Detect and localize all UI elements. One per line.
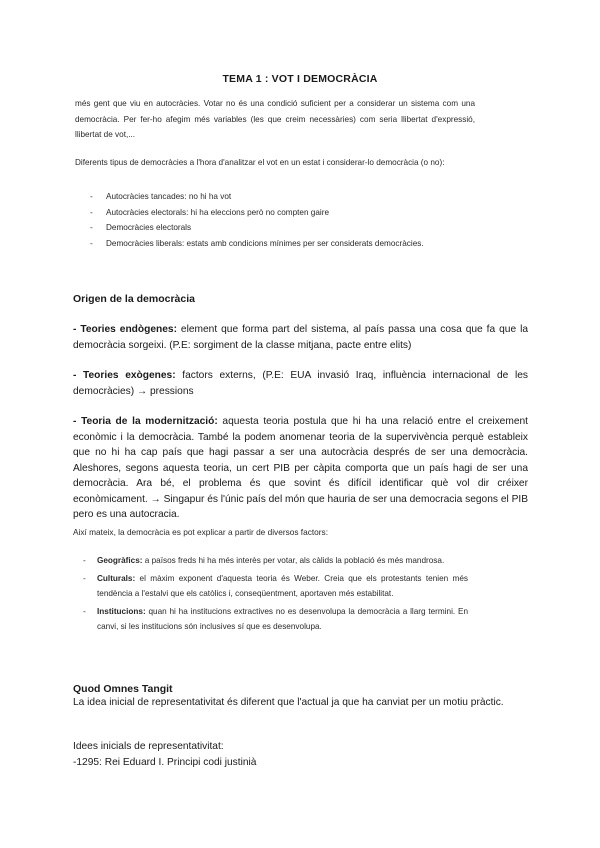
item-text: a països freds hi ha més interès per votar, als càlids la població és més mandrosa. bbox=[142, 556, 445, 565]
page-title: TEMA 1 : VOT I DEMOCRÀCIA bbox=[222, 73, 378, 85]
ideas-heading: Idees inicials de representativitat: bbox=[73, 741, 224, 752]
paragraph-text: factors externs, (P.E: EUA invasió Iraq, influència internacional de les democràcies) → pressions bbox=[73, 370, 528, 397]
factors-intro: Així mateix, la democràcia es pot explicar a partir de diversos factors: bbox=[73, 527, 329, 537]
democracy-types-intro: Diferents tipus de democràcies a l'hora d'analitzar el vot en un estat i considerar-lo democràcia (o no): bbox=[75, 158, 445, 167]
list-item bbox=[83, 571, 468, 602]
list-item: - Autocràcies electorals: hi ha eleccions però no compten gaire bbox=[90, 205, 424, 221]
list-item bbox=[83, 553, 468, 569]
quod-paragraph: La idea inicial de representativitat és diferent que l'actual ja que ha canviat per un motiu pràctic. bbox=[73, 697, 504, 708]
intro-paragraph: més gent que viu en autocràcies. Votar no és una condició suficient per a considerar un sistema com una democràcia. Per fer-ho afegim més variables (les que creim necessàries) com seria llibertat d'expressió, llibertat de vot,... bbox=[75, 99, 475, 139]
term-label: - Teoria de la modernització: bbox=[73, 416, 218, 427]
section-heading-origin: Origen de la democràcia bbox=[73, 293, 195, 305]
modernization-theory-paragraph bbox=[73, 414, 528, 523]
term-label: - Teories exògenes: bbox=[73, 370, 176, 381]
term-label: Geogràfics: bbox=[97, 556, 143, 565]
list-item: - Democràcies electorals bbox=[90, 220, 424, 236]
list-item bbox=[83, 604, 468, 635]
term-label: Institucions: bbox=[97, 606, 146, 616]
term-label: - Teories endògenes: bbox=[73, 324, 177, 335]
paragraph-text: element que forma part del sistema, al país passa una cosa que fa que la democràcia sorgeixi. (P.E: sorgiment de la classe mitjana, pacte entre elits) bbox=[73, 324, 528, 351]
section-heading-quod: Quod Omnes Tangit bbox=[73, 683, 173, 695]
paragraph-text: aquesta teoria postula que hi ha una relació entre el creixement econòmic i la democràcia. També la podem anomenar teoria de la supervivència perquè estableix que no hi ha cap país que hagi passar a ser una autocràcia després de ser una democràcia. Aleshores, segons aquesta teoria, un cert PIB per càpita comporta que un país hagi de ser una democràcia. Ara bé, el problema és que sovint és difícil identificar què vol dir créixer econòmicament. → Singapur és l'únic país del món que hauria de ser una democracia segons el PIB pero es una autocracia. bbox=[73, 416, 528, 520]
idea-1295: -1295: Rei Eduard I. Principi codi justinià bbox=[73, 757, 257, 768]
exogenous-theories-paragraph bbox=[73, 368, 528, 399]
endogenous-theories-paragraph bbox=[73, 322, 528, 353]
factors-list bbox=[83, 553, 468, 637]
item-text: el màxim exponent d'aquesta teoria és Weber. Creia que els protestants tenien més tendència a l'estalvi que els catòlics i, conseqüentment, aportaven més estabilitat. bbox=[97, 573, 468, 598]
item-text: quan hi ha institucions extractives no es desenvolupa la democràcia a llarg termini. En canvi, si les institucions són inclusives sí que es desenvolupa. bbox=[97, 606, 468, 631]
list-item: - Autocràcies tancades: no hi ha vot bbox=[90, 189, 424, 205]
term-label: Culturals: bbox=[97, 573, 136, 583]
democracy-types-list bbox=[90, 189, 424, 251]
list-item: - Democràcies liberals: estats amb condicions mínimes per ser considerats democràcies. bbox=[90, 236, 424, 252]
